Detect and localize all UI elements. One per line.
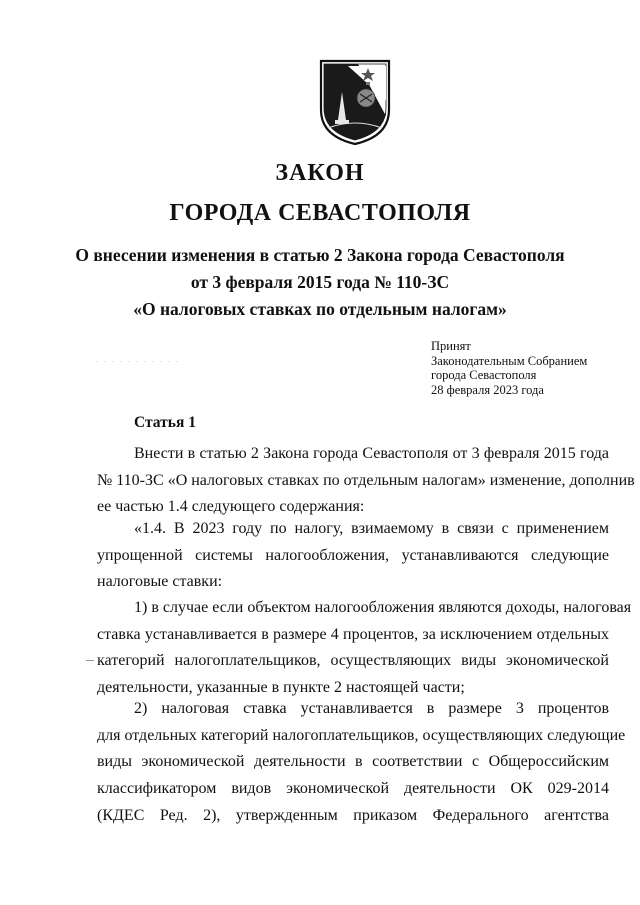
adoption-line: Принят [431,339,471,353]
text-line: виды экономической деятельности в соответствии с Общероссийским [97,753,609,771]
text-line: 1) в случае если объектом налогообложения являются доходы, налоговая [134,599,632,616]
text-line: для отдельных категорий налогоплательщиков, осуществляющих следующие [97,726,626,744]
text-line: № 110-ЗС «О налоговых ставках по отдельным налогам» изменение, дополнив [97,471,635,489]
text-line: (КДЕС Ред. 2), утвержденным приказом Федерального агентства [97,806,609,824]
adoption-date: 28 февраля 2023 года [431,382,544,397]
subtitle-line-1: О внесении изменения в статью 2 Закона города Севастополя [75,245,565,265]
text-line: категорий налогоплательщиков, осуществляющих виды экономической [97,652,609,670]
paragraph-3 [97,595,632,702]
city-title: ГОРОДА СЕВАСТОПОЛЯ [169,200,471,226]
paragraph-2 [97,516,609,596]
text-line: деятельности, указанные в пункте 2 настоящей части; [97,679,465,697]
text-line: классификатором видов экономической деятельности ОК 029-2014 [97,780,609,798]
text-line: налоговые ставки: [97,573,223,591]
text-line: Внести в статью 2 Закона города Севастополя от 3 февраля 2015 года [134,445,609,462]
adoption-line: города Севастополя [431,368,537,382]
paragraph-1 [97,441,635,521]
text-line: ее частью 1.4 следующего содержания: [97,498,365,516]
subtitle-line-3: «О налоговых ставках по отдельным налогам» [133,299,507,319]
subtitle-line-2: от 3 февраля 2015 года № 110-ЗС [190,272,450,292]
text-line: ставка устанавливается в размере 4 процентов, за исключением отдельных [97,625,609,643]
text-line: «1.4. В 2023 году по налогу, взимаемому в связи с применением [134,520,609,537]
text-line: 2) налоговая ставка устанавливается в размере 3 процентов [134,700,609,717]
law-title: ЗАКОН [275,160,365,186]
paragraph-4 [97,696,626,829]
faint-scan-marks: . . . . . . . . . . . [96,355,180,364]
adoption-block [431,339,587,397]
sevastopol-coat-of-arms-icon [318,58,392,146]
text-line: упрощенной системы налогообложения, устанавливаются следующие [97,546,609,564]
margin-mark [86,660,94,661]
article-heading: Статья 1 [134,414,196,431]
adoption-line: Законодательным Собранием [431,353,588,368]
